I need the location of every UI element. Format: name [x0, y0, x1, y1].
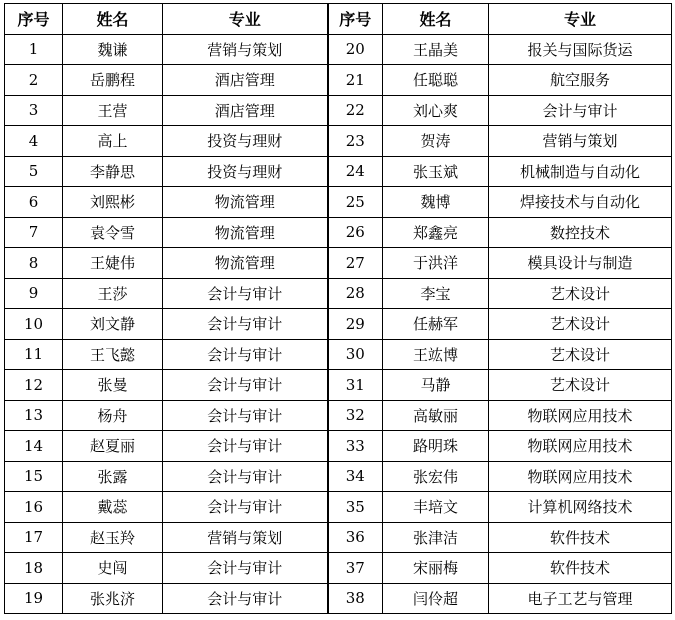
seq-cell: 16	[5, 492, 63, 523]
name-cell: 张宏伟	[383, 461, 489, 492]
major-cell: 艺术设计	[489, 309, 672, 340]
major-cell: 物联网应用技术	[489, 400, 672, 431]
seq-cell: 29	[328, 309, 383, 340]
name-cell: 任聪聪	[383, 65, 489, 96]
name-cell: 高敏丽	[383, 400, 489, 431]
header-seq-left: 序号	[5, 4, 63, 35]
major-cell: 模具设计与制造	[489, 248, 672, 279]
name-cell: 张津洁	[383, 522, 489, 553]
seq-cell: 7	[5, 217, 63, 248]
major-cell: 电子工艺与管理	[489, 583, 672, 614]
name-cell: 丰培文	[383, 492, 489, 523]
major-cell: 会计与审计	[163, 339, 328, 370]
table-row	[5, 65, 672, 96]
name-cell: 袁令雪	[63, 217, 163, 248]
name-cell: 张曼	[63, 370, 163, 401]
major-cell: 物流管理	[163, 217, 328, 248]
name-cell: 岳鹏程	[63, 65, 163, 96]
seq-cell: 32	[328, 400, 383, 431]
seq-cell: 38	[328, 583, 383, 614]
major-cell: 会计与审计	[163, 431, 328, 462]
table-row	[5, 34, 672, 65]
name-cell: 马静	[383, 370, 489, 401]
seq-cell: 20	[328, 34, 383, 65]
major-cell: 焊接技术与自动化	[489, 187, 672, 218]
seq-cell: 28	[328, 278, 383, 309]
seq-cell: 12	[5, 370, 63, 401]
seq-cell: 8	[5, 248, 63, 279]
major-cell: 会计与审计	[163, 553, 328, 584]
major-cell: 会计与审计	[489, 95, 672, 126]
seq-cell: 25	[328, 187, 383, 218]
seq-cell: 34	[328, 461, 383, 492]
seq-cell: 35	[328, 492, 383, 523]
major-cell: 软件技术	[489, 553, 672, 584]
seq-cell: 17	[5, 522, 63, 553]
major-cell: 酒店管理	[163, 65, 328, 96]
seq-cell: 9	[5, 278, 63, 309]
name-cell: 刘熙彬	[63, 187, 163, 218]
seq-cell: 6	[5, 187, 63, 218]
table-row	[5, 278, 672, 309]
seq-cell: 2	[5, 65, 63, 96]
name-cell: 闫伶超	[383, 583, 489, 614]
seq-cell: 13	[5, 400, 63, 431]
table-body	[5, 34, 672, 614]
header-major-right: 专业	[489, 4, 672, 35]
name-cell: 贺涛	[383, 126, 489, 157]
seq-cell: 14	[5, 431, 63, 462]
major-cell: 报关与国际货运	[489, 34, 672, 65]
major-cell: 会计与审计	[163, 370, 328, 401]
seq-cell: 27	[328, 248, 383, 279]
student-list-sheet	[4, 3, 672, 614]
table-row	[5, 553, 672, 584]
name-cell: 赵夏丽	[63, 431, 163, 462]
seq-cell: 10	[5, 309, 63, 340]
name-cell: 高上	[63, 126, 163, 157]
seq-cell: 30	[328, 339, 383, 370]
name-cell: 魏博	[383, 187, 489, 218]
major-cell: 机械制造与自动化	[489, 156, 672, 187]
seq-cell: 24	[328, 156, 383, 187]
student-table	[4, 3, 672, 614]
major-cell: 数控技术	[489, 217, 672, 248]
major-cell: 物联网应用技术	[489, 461, 672, 492]
name-cell: 于洪洋	[383, 248, 489, 279]
table-row	[5, 522, 672, 553]
seq-cell: 1	[5, 34, 63, 65]
table-row	[5, 309, 672, 340]
seq-cell: 36	[328, 522, 383, 553]
major-cell: 物流管理	[163, 187, 328, 218]
table-row	[5, 248, 672, 279]
name-cell: 戴蕊	[63, 492, 163, 523]
major-cell: 酒店管理	[163, 95, 328, 126]
seq-cell: 15	[5, 461, 63, 492]
table-row	[5, 126, 672, 157]
major-cell: 艺术设计	[489, 370, 672, 401]
major-cell: 投资与理财	[163, 156, 328, 187]
major-cell: 营销与策划	[163, 522, 328, 553]
seq-cell: 3	[5, 95, 63, 126]
seq-cell: 21	[328, 65, 383, 96]
major-cell: 物联网应用技术	[489, 431, 672, 462]
table-row	[5, 370, 672, 401]
name-cell: 王莎	[63, 278, 163, 309]
name-cell: 宋丽梅	[383, 553, 489, 584]
table-row	[5, 461, 672, 492]
table-row	[5, 400, 672, 431]
name-cell: 张玉斌	[383, 156, 489, 187]
table-row	[5, 156, 672, 187]
name-cell: 杨舟	[63, 400, 163, 431]
seq-cell: 33	[328, 431, 383, 462]
table-row	[5, 187, 672, 218]
table-row	[5, 492, 672, 523]
name-cell: 李静思	[63, 156, 163, 187]
major-cell: 会计与审计	[163, 492, 328, 523]
name-cell: 刘心爽	[383, 95, 489, 126]
name-cell: 魏谦	[63, 34, 163, 65]
major-cell: 计算机网络技术	[489, 492, 672, 523]
major-cell: 会计与审计	[163, 400, 328, 431]
name-cell: 王营	[63, 95, 163, 126]
seq-cell: 22	[328, 95, 383, 126]
seq-cell: 11	[5, 339, 63, 370]
name-cell: 张露	[63, 461, 163, 492]
name-cell: 王竑博	[383, 339, 489, 370]
name-cell: 王飞懿	[63, 339, 163, 370]
name-cell: 史闯	[63, 553, 163, 584]
header-major-left: 专业	[163, 4, 328, 35]
major-cell: 物流管理	[163, 248, 328, 279]
major-cell: 艺术设计	[489, 339, 672, 370]
name-cell: 王晶美	[383, 34, 489, 65]
name-cell: 刘文静	[63, 309, 163, 340]
seq-cell: 18	[5, 553, 63, 584]
seq-cell: 5	[5, 156, 63, 187]
seq-cell: 26	[328, 217, 383, 248]
major-cell: 营销与策划	[489, 126, 672, 157]
table-row	[5, 217, 672, 248]
header-seq-right: 序号	[328, 4, 383, 35]
name-cell: 郑鑫亮	[383, 217, 489, 248]
seq-cell: 4	[5, 126, 63, 157]
seq-cell: 23	[328, 126, 383, 157]
table-row	[5, 95, 672, 126]
name-cell: 任赫军	[383, 309, 489, 340]
name-cell: 李宝	[383, 278, 489, 309]
major-cell: 艺术设计	[489, 278, 672, 309]
major-cell: 会计与审计	[163, 461, 328, 492]
seq-cell: 19	[5, 583, 63, 614]
name-cell: 张兆济	[63, 583, 163, 614]
table-row	[5, 339, 672, 370]
name-cell: 赵玉羚	[63, 522, 163, 553]
header-name-right: 姓名	[383, 4, 489, 35]
table-row	[5, 431, 672, 462]
major-cell: 软件技术	[489, 522, 672, 553]
seq-cell: 37	[328, 553, 383, 584]
major-cell: 航空服务	[489, 65, 672, 96]
table-row	[5, 583, 672, 614]
header-row	[5, 4, 672, 35]
major-cell: 会计与审计	[163, 309, 328, 340]
name-cell: 路明珠	[383, 431, 489, 462]
major-cell: 会计与审计	[163, 278, 328, 309]
major-cell: 会计与审计	[163, 583, 328, 614]
seq-cell: 31	[328, 370, 383, 401]
header-name-left: 姓名	[63, 4, 163, 35]
name-cell: 王婕伟	[63, 248, 163, 279]
major-cell: 投资与理财	[163, 126, 328, 157]
major-cell: 营销与策划	[163, 34, 328, 65]
